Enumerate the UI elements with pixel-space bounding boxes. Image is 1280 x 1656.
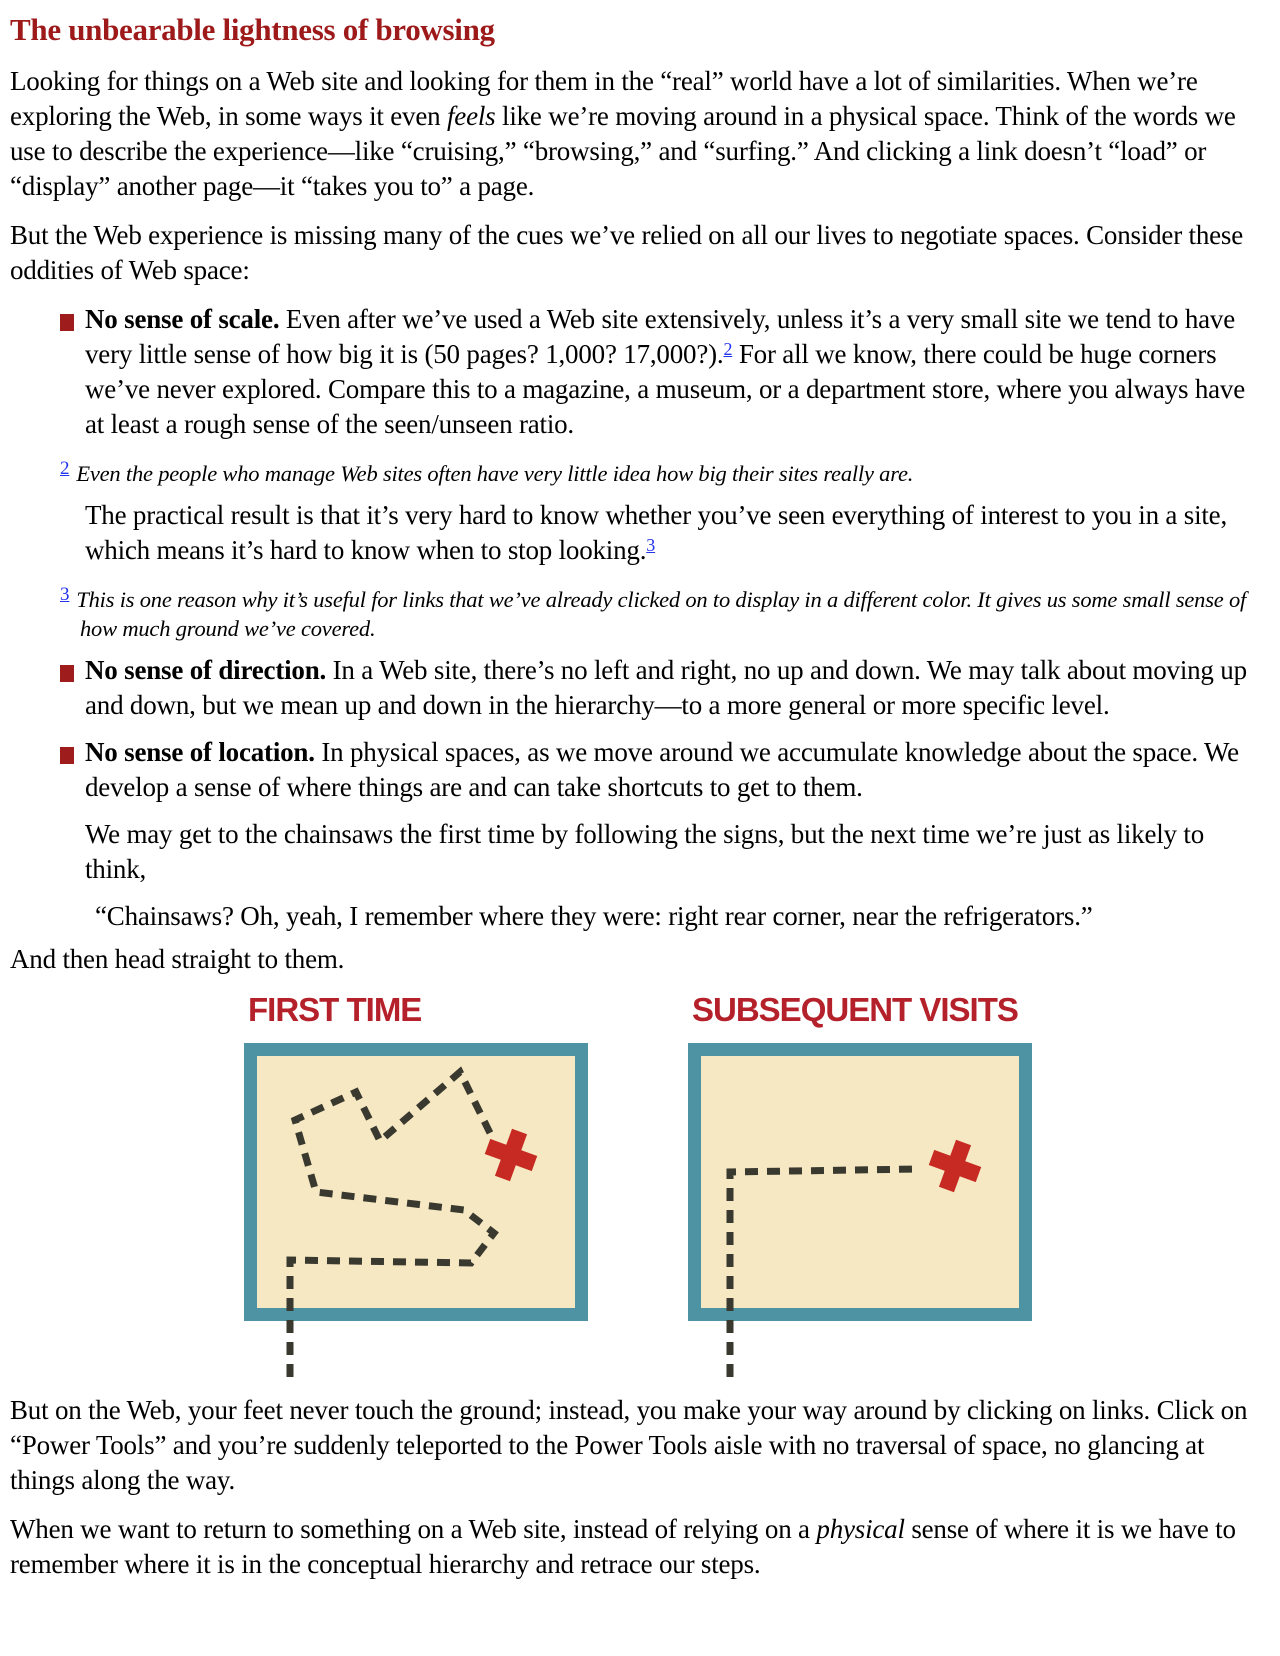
page-title: The unbearable lightness of browsing	[10, 12, 495, 47]
bullet-text-scale-1: Even after we’ve used a Web site extensively, unless it’s a very small site we tend to have very little sense of how big it is (50 pages? 1,000? 17,000?).	[85, 304, 1236, 369]
footnote-3	[60, 580, 1266, 643]
map-panel-first-time	[244, 991, 588, 1379]
paragraph-chainsaws-intro: We may get to the chainsaws the first time by following the signs, but the next time we’re just as likely to think,	[85, 819, 1204, 884]
intro-part-2: like we’re moving around in a physical space. Think of the words we use to describe the experience—like “cruising,” “browsing,” and “surfing.” And clicking a link doesn’t “load” or “display” another page—it “takes you to” a page.	[10, 101, 1236, 201]
map-graphic-first-time	[244, 1043, 588, 1379]
figure-maps	[10, 991, 1266, 1379]
map-paper	[701, 1056, 1019, 1308]
paragraph-chainsaws-quote: “Chainsaws? Oh, yeah, I remember where they were: right rear corner, near the refrigerators.”	[95, 901, 1093, 931]
closing-return-part-2: sense of where it is we have to remember where it is in the conceptual hierarchy and retrace our steps.	[10, 1514, 1236, 1579]
paragraph-practical-result	[10, 498, 1266, 568]
bullet-lead-scale: No sense of scale.	[85, 304, 280, 334]
bullet-square-icon	[60, 747, 74, 764]
bullet-text-scale-2: For all we know, there could be huge corners we’ve never explored. Compare this to a magazine, a museum, or a department store, where you always have at least a rough sense of the seen/unseen ratio.	[85, 339, 1246, 439]
bullet-square-icon	[60, 314, 74, 331]
bullet-text-direction: In a Web site, there’s no left and right, no up and down. We may talk about moving up and down, but we mean up and down in the hierarchy—to a more general or more specific level.	[85, 655, 1247, 720]
intro-part-1: Looking for things on a Web site and looking for them in the “real” world have a lot of similarities. When we’re exploring the Web, in some ways it even	[10, 66, 1198, 131]
paragraph-intro	[10, 64, 1266, 204]
map-panel-subsequent-visits	[688, 991, 1032, 1379]
closing-return-italic-physical: physical	[816, 1514, 905, 1544]
footnote-3-marker[interactable]: 3	[60, 584, 70, 605]
paragraph-closing-web: But on the Web, your feet never touch the ground; instead, you make your way around by clicking on links. Click on “Power Tools” and you’re suddenly teleported to the Power Tools aisle with no traversal of space, no glancing at things along the way.	[10, 1395, 1248, 1495]
footnote-2-text: Even the people who manage Web sites often have very little idea how big their sites really are.	[76, 461, 914, 486]
map-graphic-subsequent-visits	[688, 1043, 1032, 1379]
footnote-2	[60, 454, 1266, 488]
bullet-item-scale	[10, 302, 1266, 442]
practical-text: The practical result is that it’s very hard to know whether you’ve seen everything of interest to you in a site, which means it’s hard to know when to stop looking.	[85, 500, 1228, 565]
footnote-ref-2[interactable]: 2	[723, 339, 733, 359]
paragraph-head-straight: And then head straight to them.	[10, 944, 345, 974]
paragraph-closing-return	[10, 1512, 1266, 1582]
bullet-lead-location: No sense of location.	[85, 737, 315, 767]
bullet-lead-direction: No sense of direction.	[85, 655, 327, 685]
footnote-2-marker[interactable]: 2	[60, 458, 70, 479]
map-paper	[257, 1056, 575, 1308]
closing-return-part-1: When we want to return to something on a Web site, instead of relying on a	[10, 1514, 817, 1544]
footnote-ref-3[interactable]: 3	[646, 535, 656, 555]
map-label-subsequent-visits: SUBSEQUENT VISITS	[692, 991, 1018, 1028]
map-label-first-time: FIRST TIME	[248, 991, 422, 1028]
paragraph-oddities: But the Web experience is missing many of the cues we’ve relied on all our lives to negotiate spaces. Consider these oddities of Web space:	[10, 220, 1244, 285]
bullet-item-direction	[10, 653, 1266, 723]
bullet-square-icon	[60, 665, 74, 682]
footnote-3-text: This is one reason why it’s useful for links that we’ve already clicked on to display in a different color. It gives us some small sense of how much ground we’ve covered.	[76, 587, 1247, 641]
bullet-text-location: In physical spaces, as we move around we accumulate knowledge about the space. We develop a sense of where things are and can take shortcuts to get to them.	[85, 737, 1239, 802]
bullet-item-location	[10, 735, 1266, 805]
intro-italic-feels: feels	[447, 101, 496, 131]
